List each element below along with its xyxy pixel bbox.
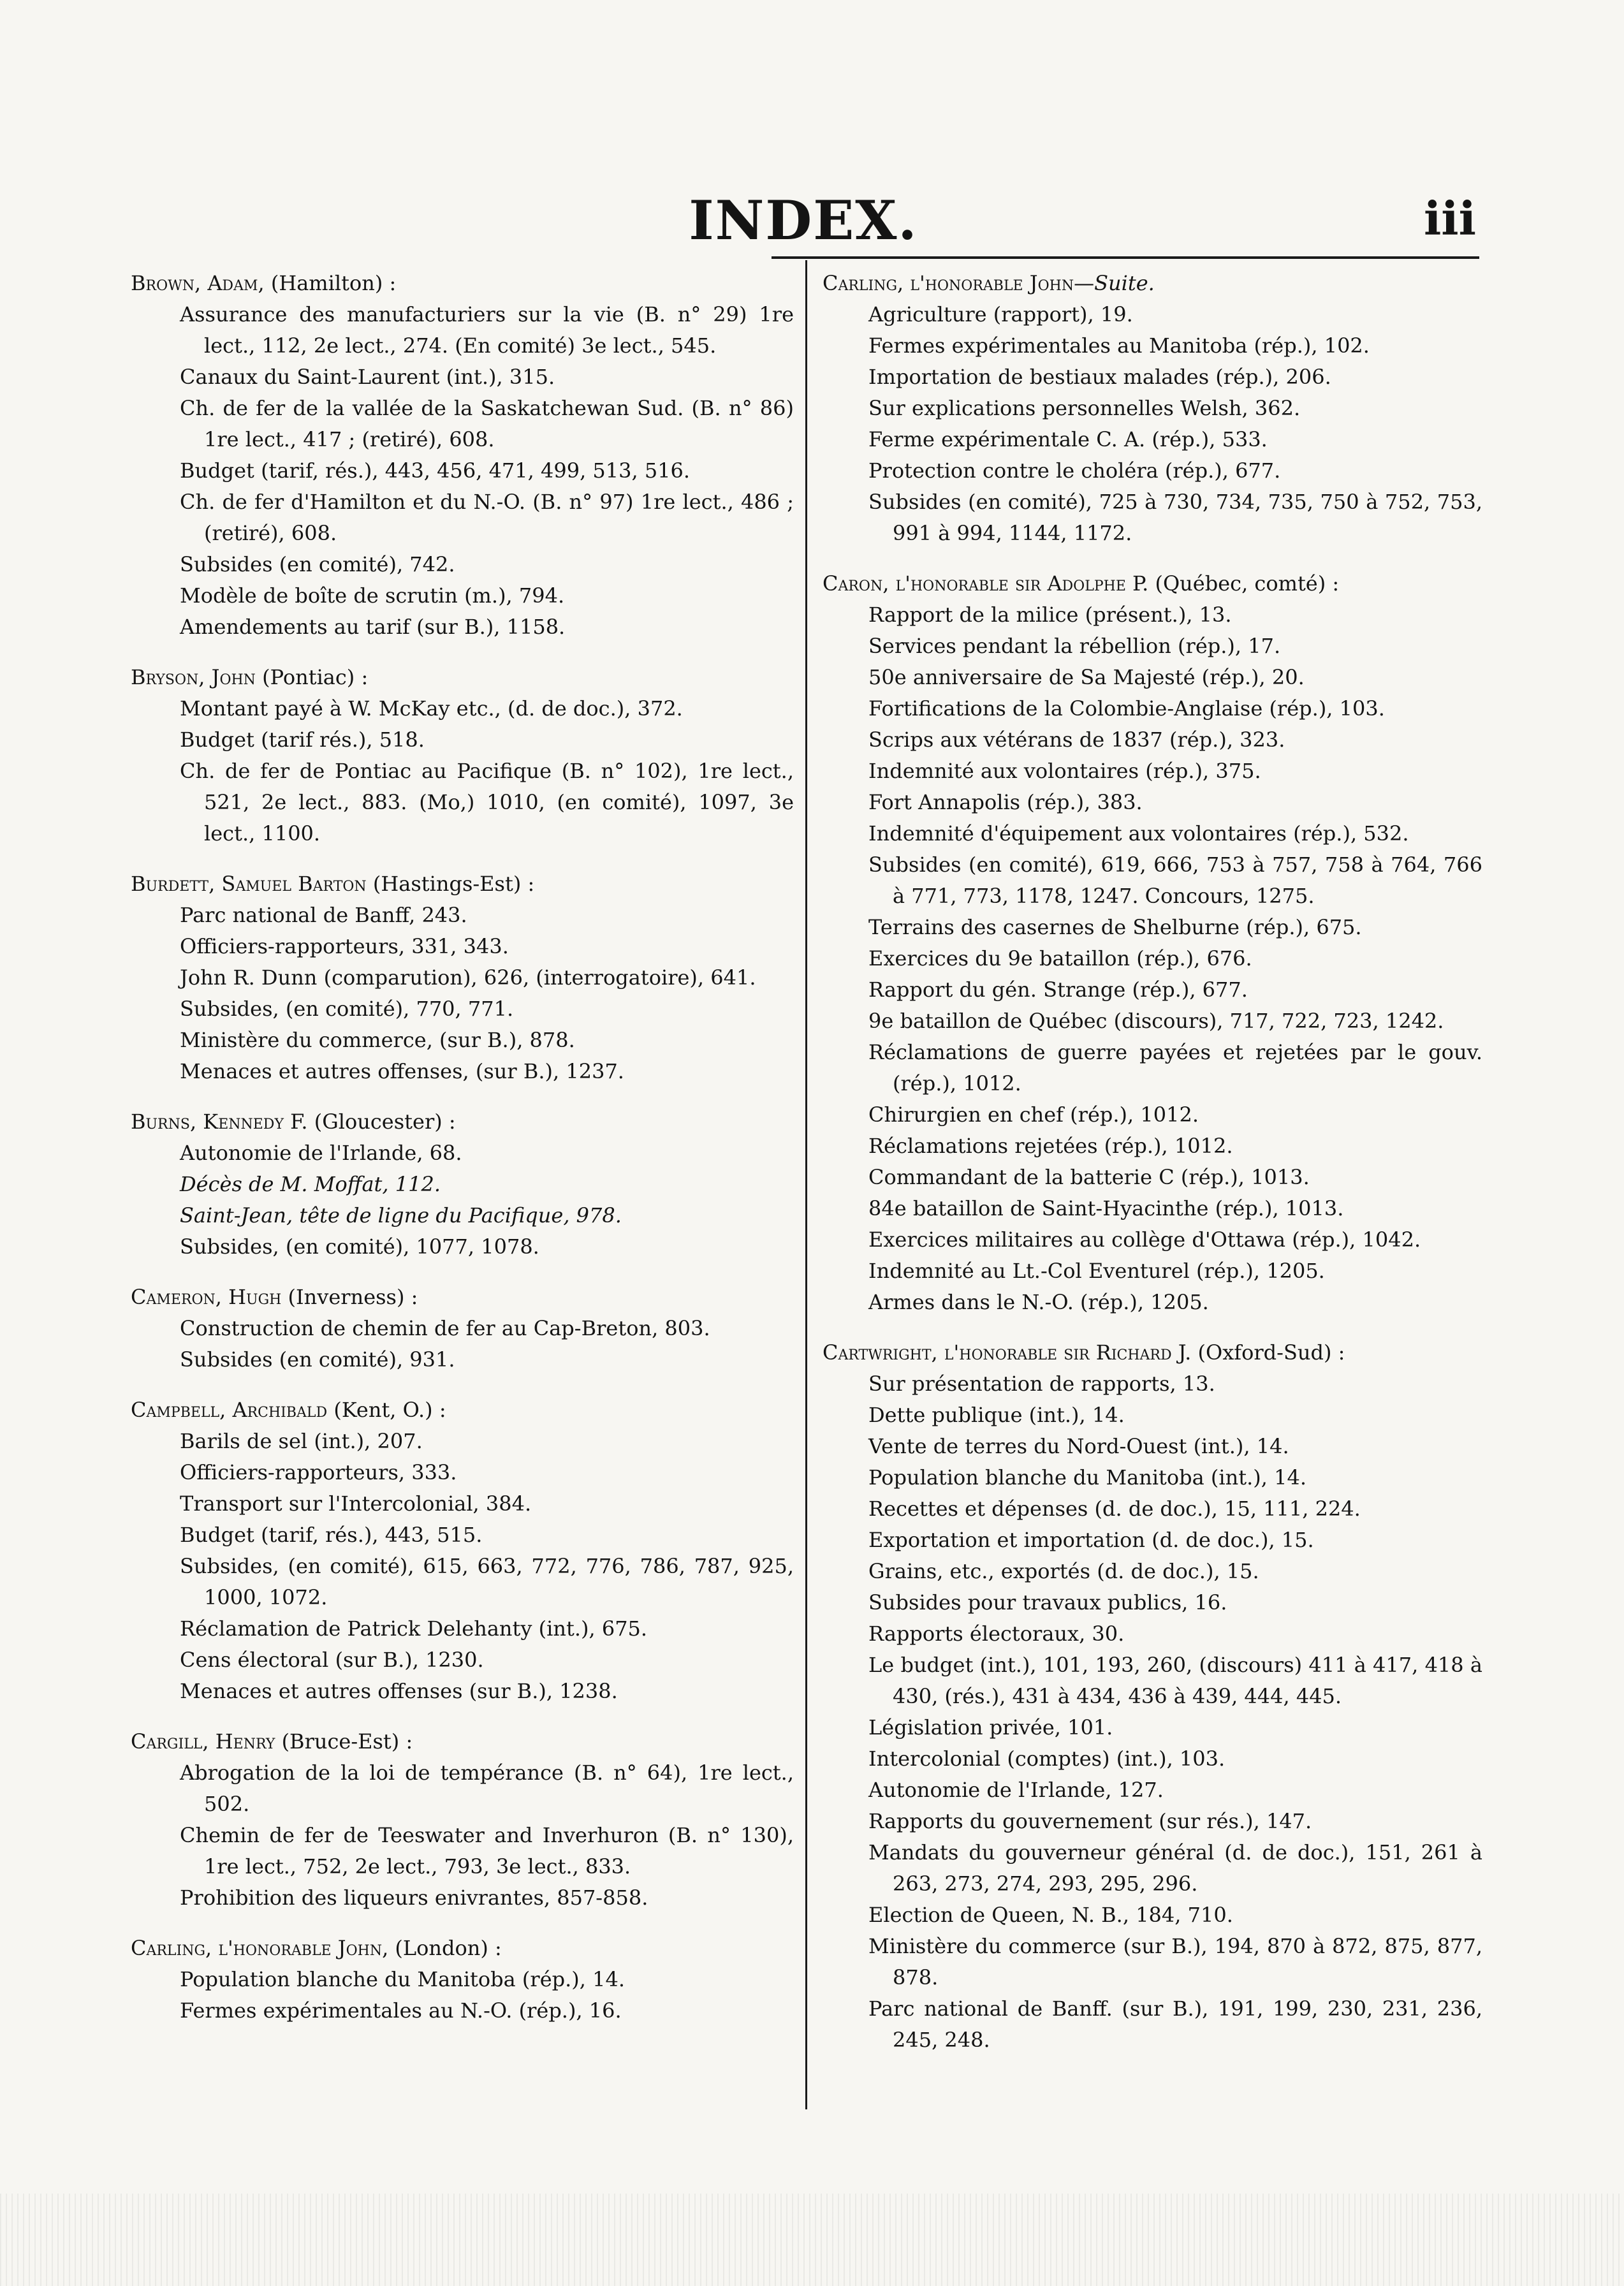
index-subentry: John R. Dunn (comparution), 626, (interrogatoire), 641. bbox=[180, 965, 756, 990]
index-subentry: Ch. de fer de la vallée de la Saskatchewan Sud. (B. n° 86) 1re lect., 417 ; (retiré), 608. bbox=[180, 396, 794, 451]
constituency: (Inverness) : bbox=[281, 1285, 418, 1309]
index-subentry: Recettes et dépenses (d. de doc.), 15, 111, 224. bbox=[868, 1497, 1361, 1521]
index-subentry: Indemnité d'équipement aux volontaires (rép.), 532. bbox=[868, 821, 1409, 846]
index-subentry: Chirurgien en chef (rép.), 1012. bbox=[868, 1103, 1199, 1127]
index-subentry: Réclamations de guerre payées et rejetées par le gouv. (rép.), 1012. bbox=[868, 1040, 1482, 1095]
index-entry bbox=[131, 1933, 794, 2026]
index-subentry: Population blanche du Manitoba (rép.), 14. bbox=[180, 1967, 625, 1991]
index-subentry: Population blanche du Manitoba (int.), 14. bbox=[868, 1465, 1306, 1490]
member-name: Carling, l'honorable John— bbox=[823, 271, 1095, 295]
index-entry bbox=[131, 1282, 794, 1375]
index-subentry: Ministère du commerce, (sur B.), 878. bbox=[180, 1028, 575, 1052]
entry-heading bbox=[823, 1337, 1482, 1368]
entry-heading bbox=[131, 268, 794, 299]
index-subentry: Rapports électoraux, 30. bbox=[868, 1622, 1125, 1646]
index-subentry: Vente de terres du Nord-Ouest (int.), 14. bbox=[868, 1434, 1289, 1458]
index-entry bbox=[131, 1726, 794, 1914]
index-subentry: 84e bataillon de Saint-Hyacinthe (rép.), 1013. bbox=[868, 1196, 1344, 1220]
index-subentry: Protection contre le choléra (rép.), 677. bbox=[868, 458, 1281, 483]
index-subentry: Montant payé à W. McKay etc., (d. de doc.), 372. bbox=[180, 696, 683, 721]
left-column bbox=[131, 268, 794, 2046]
entry-heading bbox=[131, 1106, 794, 1138]
index-subentry: Officiers-rapporteurs, 333. bbox=[180, 1460, 457, 1484]
entry-heading bbox=[131, 868, 794, 900]
right-column bbox=[823, 268, 1482, 2075]
index-subentry: Assurance des manufacturiers sur la vie (B. n° 29) 1re lect., 112, 2e lect., 274. (En comité) 3e lect., 545. bbox=[180, 302, 794, 358]
index-subentry: Terrains des casernes de Shelburne (rép.), 675. bbox=[868, 915, 1362, 939]
index-subentry: Autonomie de l'Irlande, 127. bbox=[868, 1778, 1164, 1802]
index-entry bbox=[131, 868, 794, 1087]
index-subentry: Rapports du gouvernement (sur rés.), 147. bbox=[868, 1809, 1312, 1833]
index-subentry: Décès de M. Moffat, 112. bbox=[180, 1172, 441, 1196]
index-subentry: Barils de sel (int.), 207. bbox=[180, 1429, 423, 1453]
constituency: (Pontiac) : bbox=[255, 665, 369, 689]
index-subentry: Ferme expérimentale C. A. (rép.), 533. bbox=[868, 427, 1268, 451]
member-name: Cargill, Henry bbox=[131, 1729, 275, 1754]
constituency: (Gloucester) : bbox=[307, 1110, 456, 1134]
entry-heading bbox=[131, 1933, 794, 1964]
index-subentry: Subsides (en comité), 619, 666, 753 à 757, 758 à 764, 766 à 771, 773, 1178, 1247. Concours, 1275. bbox=[868, 853, 1482, 908]
index-subentry: Dette publique (int.), 14. bbox=[868, 1403, 1125, 1427]
index-entry bbox=[823, 568, 1482, 1318]
member-name: Bryson, John bbox=[131, 665, 256, 689]
index-entry bbox=[131, 1395, 794, 1707]
index-subentry: Législation privée, 101. bbox=[868, 1715, 1113, 1740]
member-name: Carling, l'honorable John, bbox=[131, 1936, 389, 1960]
index-subentry: Ch. de fer d'Hamilton et du N.-O. (B. n° 97) 1re lect., 486 ; (retiré), 608. bbox=[180, 490, 794, 545]
index-subentry: Fortifications de la Colombie-Anglaise (rép.), 103. bbox=[868, 696, 1385, 721]
index-subentry: Subsides, (en comité), 615, 663, 772, 776, 786, 787, 925, 1000, 1072. bbox=[180, 1554, 794, 1609]
index-subentry: Ministère du commerce (sur B.), 194, 870 à 872, 875, 877, 878. bbox=[868, 1934, 1482, 1989]
index-subentry: Réclamation de Patrick Delehanty (int.), 675. bbox=[180, 1616, 648, 1641]
index-subentry: Subsides (en comité), 742. bbox=[180, 552, 455, 576]
index-subentry: Subsides, (en comité), 770, 771. bbox=[180, 997, 514, 1021]
index-subentry: Modèle de boîte de scrutin (m.), 794. bbox=[180, 583, 565, 608]
member-name: Burns, Kennedy F. bbox=[131, 1110, 308, 1134]
constituency: (Bruce-Est) : bbox=[275, 1729, 413, 1754]
index-subentry: Fort Annapolis (rép.), 383. bbox=[868, 790, 1143, 814]
index-subentry: Transport sur l'Intercolonial, 384. bbox=[180, 1491, 532, 1516]
index-subentry: Fermes expérimentales au N.-O. (rép.), 16. bbox=[180, 1998, 622, 2023]
index-subentry: Agriculture (rapport), 19. bbox=[868, 302, 1133, 326]
constituency: (Québec, comté) : bbox=[1148, 571, 1340, 596]
index-subentry: Prohibition des liqueurs enivrantes, 857-858. bbox=[180, 1886, 648, 1910]
entry-heading bbox=[823, 568, 1482, 599]
index-subentry: Budget (tarif, rés.), 443, 456, 471, 499, 513, 516. bbox=[180, 458, 691, 483]
index-subentry: Amendements au tarif (sur B.), 1158. bbox=[180, 615, 566, 639]
column-divider bbox=[805, 260, 807, 2109]
index-subentry: Services pendant la rébellion (rép.), 17. bbox=[868, 634, 1281, 658]
index-subentry: Menaces et autres offenses, (sur B.), 1237. bbox=[180, 1059, 624, 1083]
index-subentry: Parc national de Banff. (sur B.), 191, 199, 230, 231, 236, 245, 248. bbox=[868, 1997, 1482, 2052]
entry-heading bbox=[131, 1282, 794, 1313]
member-name: Caron, l'honorable sir Adolphe P. bbox=[823, 571, 1149, 596]
index-entry bbox=[823, 1337, 1482, 2056]
index-subentry: Cens électoral (sur B.), 1230. bbox=[180, 1648, 484, 1672]
index-subentry: Parc national de Banff, 243. bbox=[180, 903, 467, 927]
index-subentry: Indemnité au Lt.-Col Eventurel (rép.), 1205. bbox=[868, 1259, 1325, 1283]
index-subentry: Menaces et autres offenses (sur B.), 1238. bbox=[180, 1679, 618, 1703]
continuation-mark: Suite. bbox=[1094, 271, 1155, 295]
index-entry bbox=[131, 268, 794, 643]
index-subentry: Intercolonial (comptes) (int.), 103. bbox=[868, 1747, 1225, 1771]
entry-heading bbox=[131, 1395, 794, 1426]
page-title: INDEX. bbox=[689, 189, 918, 252]
index-subentry: Rapport de la milice (présent.), 13. bbox=[868, 603, 1232, 627]
index-entry bbox=[131, 1106, 794, 1263]
constituency: (Hastings-Est) : bbox=[366, 872, 535, 896]
index-subentry: Mandats du gouverneur général (d. de doc.), 151, 261 à 263, 273, 274, 293, 295, 296. bbox=[868, 1840, 1482, 1896]
member-name: Cartwright, l'honorable sir Richard J. bbox=[823, 1340, 1192, 1365]
index-subentry: Construction de chemin de fer au Cap-Breton, 803. bbox=[180, 1316, 710, 1340]
index-subentry: Subsides pour travaux publics, 16. bbox=[868, 1590, 1227, 1615]
index-subentry: Grains, etc., exportés (d. de doc.), 15. bbox=[868, 1559, 1259, 1583]
index-subentry: Commandant de la batterie C (rép.), 1013. bbox=[868, 1165, 1310, 1189]
index-subentry: Rapport du gén. Strange (rép.), 677. bbox=[868, 978, 1248, 1002]
index-subentry: Canaux du Saint-Laurent (int.), 315. bbox=[180, 365, 555, 389]
index-subentry: 50e anniversaire de Sa Majesté (rép.), 20. bbox=[868, 665, 1305, 689]
index-subentry: Exercices du 9e bataillon (rép.), 676. bbox=[868, 946, 1252, 971]
index-subentry: Importation de bestiaux malades (rép.), 206. bbox=[868, 365, 1331, 389]
index-entry bbox=[823, 268, 1482, 549]
index-subentry: Scrips aux vétérans de 1837 (rép.), 323. bbox=[868, 728, 1285, 752]
entry-heading bbox=[823, 268, 1482, 299]
index-subentry: Sur explications personnelles Welsh, 362. bbox=[868, 396, 1301, 420]
index-subentry: Autonomie de l'Irlande, 68. bbox=[180, 1141, 462, 1165]
index-subentry: Armes dans le N.-O. (rép.), 1205. bbox=[868, 1290, 1209, 1314]
entry-heading bbox=[131, 662, 794, 693]
page-header bbox=[0, 0, 1624, 274]
index-subentry: Fermes expérimentales au Manitoba (rép.), 102. bbox=[868, 333, 1370, 358]
constituency: (London) : bbox=[388, 1936, 502, 1960]
index-subentry: Exportation et importation (d. de doc.), 15. bbox=[868, 1528, 1314, 1552]
entry-heading bbox=[131, 1726, 794, 1757]
index-entry bbox=[131, 662, 794, 849]
member-name: Cameron, Hugh bbox=[131, 1285, 282, 1309]
index-subentry: Ch. de fer de Pontiac au Pacifique (B. n° 102), 1re lect., 521, 2e lect., 883. (Mo,) 1010, (en comité), 1097, 3e lect., 1100. bbox=[180, 759, 794, 846]
index-subentry: Abrogation de la loi de tempérance (B. n° 64), 1re lect., 502. bbox=[180, 1761, 794, 1816]
index-subentry: Budget (tarif, rés.), 443, 515. bbox=[180, 1523, 483, 1547]
index-subentry: Budget (tarif rés.), 518. bbox=[180, 728, 425, 752]
index-subentry: Subsides (en comité), 725 à 730, 734, 735, 750 à 752, 753, 991 à 994, 1144, 1172. bbox=[868, 490, 1482, 545]
constituency: (Hamilton) : bbox=[264, 271, 397, 295]
member-name: Campbell, Archibald bbox=[131, 1398, 328, 1422]
constituency: (Kent, O.) : bbox=[327, 1398, 446, 1422]
index-subentry: Subsides (en comité), 931. bbox=[180, 1347, 455, 1372]
constituency: (Oxford-Sud) : bbox=[1191, 1340, 1345, 1365]
scan-noise bbox=[0, 2194, 1624, 2286]
index-subentry: Exercices militaires au collège d'Ottawa (rép.), 1042. bbox=[868, 1227, 1421, 1252]
index-subentry: Election de Queen, N. B., 184, 710. bbox=[868, 1903, 1233, 1927]
index-subentry: Officiers-rapporteurs, 331, 343. bbox=[180, 934, 509, 958]
index-subentry: Subsides, (en comité), 1077, 1078. bbox=[180, 1235, 539, 1259]
index-subentry: 9e bataillon de Québec (discours), 717, 722, 723, 1242. bbox=[868, 1009, 1444, 1033]
page-number: iii bbox=[1423, 191, 1476, 245]
index-subentry: Chemin de fer de Teeswater and Inverhuron (B. n° 130), 1re lect., 752, 2e lect., 793, 3e lect., 833. bbox=[180, 1823, 794, 1879]
index-subentry: Le budget (int.), 101, 193, 260, (discours) 411 à 417, 418 à 430, (rés.), 431 à 434, 436 à 439, 444, 445. bbox=[868, 1653, 1482, 1708]
index-subentry: Réclamations rejetées (rép.), 1012. bbox=[868, 1134, 1233, 1158]
header-rule bbox=[772, 256, 1479, 259]
index-subentry: Sur présentation de rapports, 13. bbox=[868, 1372, 1215, 1396]
index-subentry: Indemnité aux volontaires (rép.), 375. bbox=[868, 759, 1261, 783]
index-subentry: Saint-Jean, tête de ligne du Pacifique, 978. bbox=[180, 1203, 622, 1227]
member-name: Brown, Adam, bbox=[131, 271, 265, 295]
member-name: Burdett, Samuel Barton bbox=[131, 872, 367, 896]
